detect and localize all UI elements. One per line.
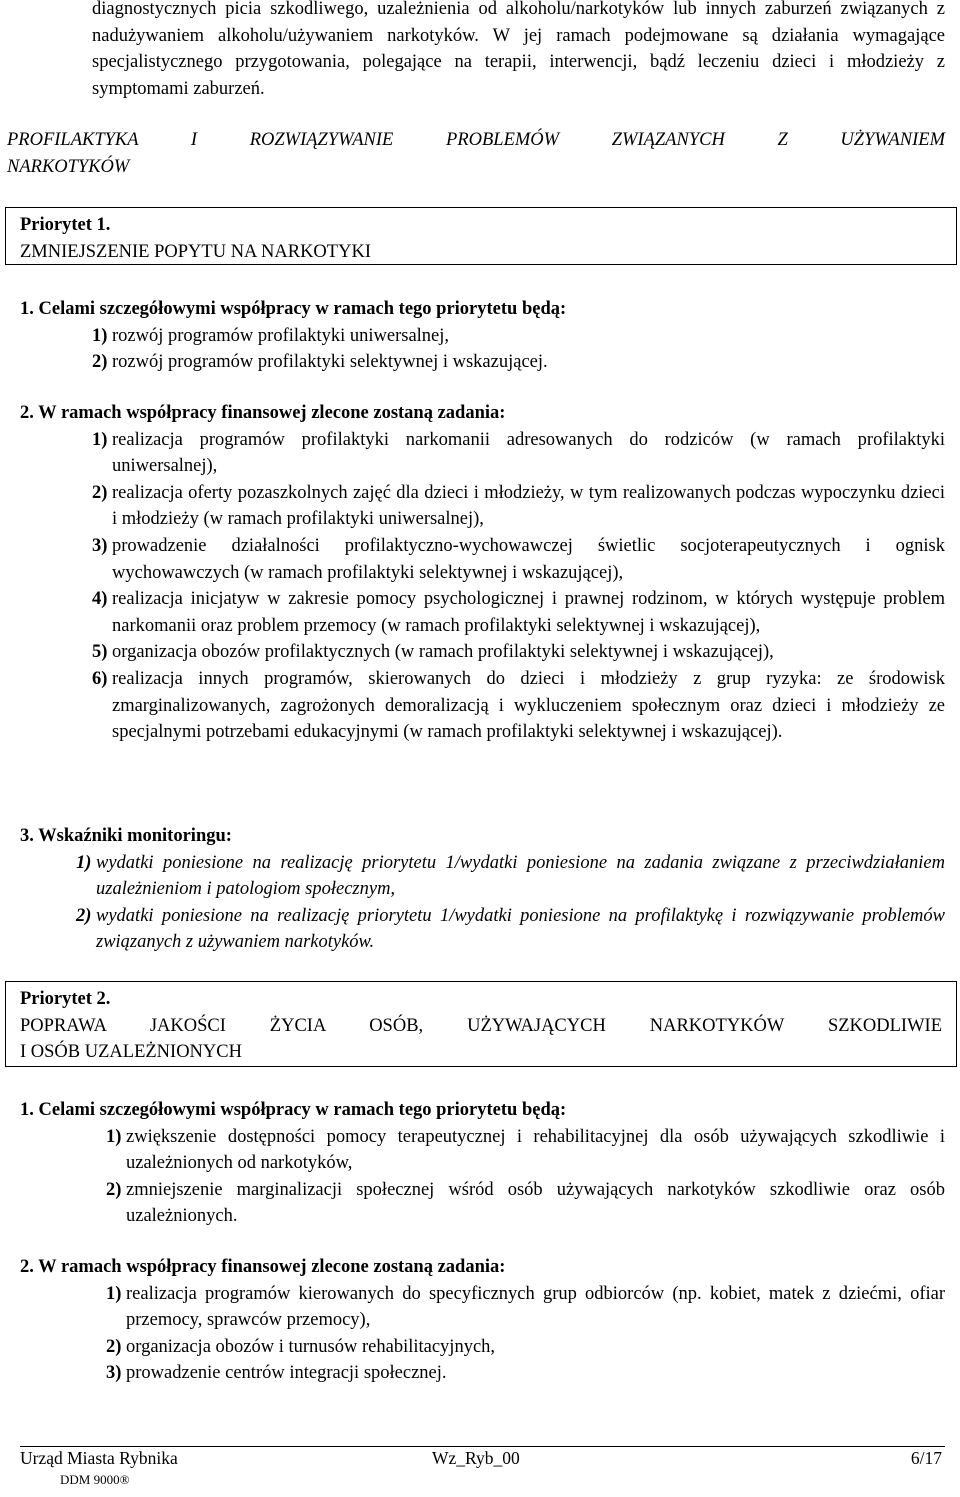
list-item-number: 3) [92,535,108,556]
priority2-box [5,981,957,1067]
list-item-text: realizacja programów profilaktyki narkomanii adresowanych do rodziców (w ramach profilaktyki uniwersalnej), [112,429,945,477]
list-item-number: 1) [76,852,92,873]
list-item [20,1124,945,1177]
list-item [20,323,945,350]
list-item-text: prowadzenie działalności profilaktyczno-wychowawczej świetlic socjoterapeutycznych i ognisk wychowawczych (w ramach profilaktyki selektywnej i wskazującej), [112,535,945,583]
list-item-text: realizacja inicjatyw w zakresie pomocy psychologicznej i prawnej rodzinom, w których występuje problem narkomanii oraz problem przemocy (w ramach profilaktyki selektywnej i wskazującej), [112,589,945,636]
footer-ddm-mark: DDM 9000® [60,1472,130,1487]
list-item-text: organizacja obozów profilaktycznych (w ramach profilaktyki selektywnej i wskazującej), [112,642,774,663]
list-item-text: zwiększenie dostępności pomocy terapeutycznej i rehabilitacyjnej dla osób używających szkodliwie i uzależnionych od narkotyków, [126,1126,945,1174]
footer-office: Urząd Miasta Rybnika [20,1448,178,1468]
list-item [20,666,945,746]
list-item [20,427,945,480]
priority1-box [5,207,957,265]
list-item-text: realizacja innych programów, skierowanych do dzieci i młodzieży z grup ryzyka: ze środowisk zmarginalizowanych, zagrożonych demoralizacją i wykluczeniem społecznym oraz dzieci i młodzieży ze specjalnymi potrzebami edukacyjnymi (w ramach profilaktyki selektywnej i wskazującej). [112,668,945,743]
p2-goals-section [20,1097,945,1230]
priority2-label: Priorytet 2. [20,989,111,1009]
list-item-number: 2) [106,1336,122,1357]
list-item [20,850,945,903]
list-item-text: organizacja obozów i turnusów rehabilitacyjnych, [126,1336,496,1357]
list-item [20,480,945,533]
list-item-number: 3) [106,1363,122,1384]
list-item-number: 4) [92,589,108,610]
list-item-number: 1) [106,1283,122,1304]
list-item [20,533,945,586]
list-item-text: prowadzenie centrów integracji społecznej. [126,1363,447,1384]
p2-tasks-heading: 2. W ramach współpracy finansowej zlecone zostaną zadania: [20,1257,506,1277]
list-item [20,1281,945,1334]
list-item [20,1177,945,1230]
priority2-title-line2: I OSÓB UZALEŻNIONYCH [20,1042,242,1063]
p1-tasks-heading: 2. W ramach współpracy finansowej zlecone zostaną zadania: [20,403,506,423]
list-item [20,586,945,639]
list-item-text: rozwój programów profilaktyki selektywnej i wskazującej. [112,352,548,373]
list-item-number: 2) [92,352,108,373]
list-item-text: wydatki poniesione na realizację priorytetu 1/wydatki poniesione na zadania związane z przeciwdziałaniem uzależnieniom i patologiom społecznym, [96,852,945,900]
p1-goals-heading: 1. Celami szczegółowymi współpracy w ramach tego priorytetu będą: [20,299,567,319]
priority1-title: ZMNIEJSZENIE POPYTU NA NARKOTYKI [20,241,371,262]
list-item [20,349,945,376]
p1-indicators-heading: 3. Wskaźniki monitoringu: [20,826,232,846]
list-item-number: 2) [92,482,108,503]
list-item-number: 2) [106,1179,122,1200]
list-item [20,1360,945,1387]
p2-goals-heading: 1. Celami szczegółowymi współpracy w ramach tego priorytetu będą: [20,1100,567,1120]
p1-indicators-section [20,823,945,956]
list-item-text: zmniejszenie marginalizacji społecznej wśród osób używających narkotyków szkodliwie oraz osób uzależnionych. [126,1179,945,1227]
list-item [20,903,945,956]
list-item-number: 6) [92,668,108,689]
list-item-number: 1) [106,1126,122,1147]
section-heading-line2: NARKOTYKÓW [7,156,130,177]
list-item-number: 2) [76,905,92,926]
section-heading-line1: PROFILAKTYKA I ROZWIĄZYWANIE PROBLEMÓW ZWIĄZANYCH Z UŻYWANIEM [7,130,945,150]
priority2-title-line1: POPRAWA JAKOŚCI ŻYCIA OSÓB, UŻYWAJĄCYCH NARKOTYKÓW SZKODLIWIE [20,1015,942,1036]
list-item-text: realizacja oferty pozaszkolnych zajęć dla dzieci i młodzieży, w tym realizowanych podczas wypoczynku dzieci i młodzieży (w ramach profilaktyki uniwersalnej), [112,482,945,530]
list-item-text: rozwój programów profilaktyki uniwersalnej, [112,325,450,346]
list-item-text: wydatki poniesione na realizację priorytetu 1/wydatki poniesione na profilaktykę i rozwiązywanie problemów związanych z używaniem narkotyków. [96,905,945,953]
p2-tasks-section [20,1254,945,1387]
p1-goals-section [20,296,945,376]
intro-paragraph: diagnostycznych picia szkodliwego, uzależnienia od alkoholu/narkotyków lub innych zaburzeń związanych z nadużywaniem alkoholu/używaniem narkotyków. W jej ramach podejmowane są działania wymagające specjalistycznego przygotowania, polegające na terapii, interwencji, bądź leczeniu dzieci i młodzieży z symptomami zaburzeń. [92,0,945,99]
list-item-number: 1) [92,325,108,346]
p1-tasks-section [20,400,945,746]
footer-page-number: 6/17 [910,1448,942,1468]
list-item-number: 5) [92,642,108,663]
footer-doc-code: Wz_Ryb_00 [432,1448,520,1468]
priority1-label: Priorytet 1. [20,215,111,235]
list-item [20,1334,945,1361]
list-item [20,639,945,666]
list-item-number: 1) [92,429,108,450]
list-item-text: realizacja programów kierowanych do specyficznych grup odbiorców (np. kobiet, matek z dziećmi, ofiar przemocy, sprawców przemocy), [126,1283,945,1331]
section-heading [7,127,945,180]
